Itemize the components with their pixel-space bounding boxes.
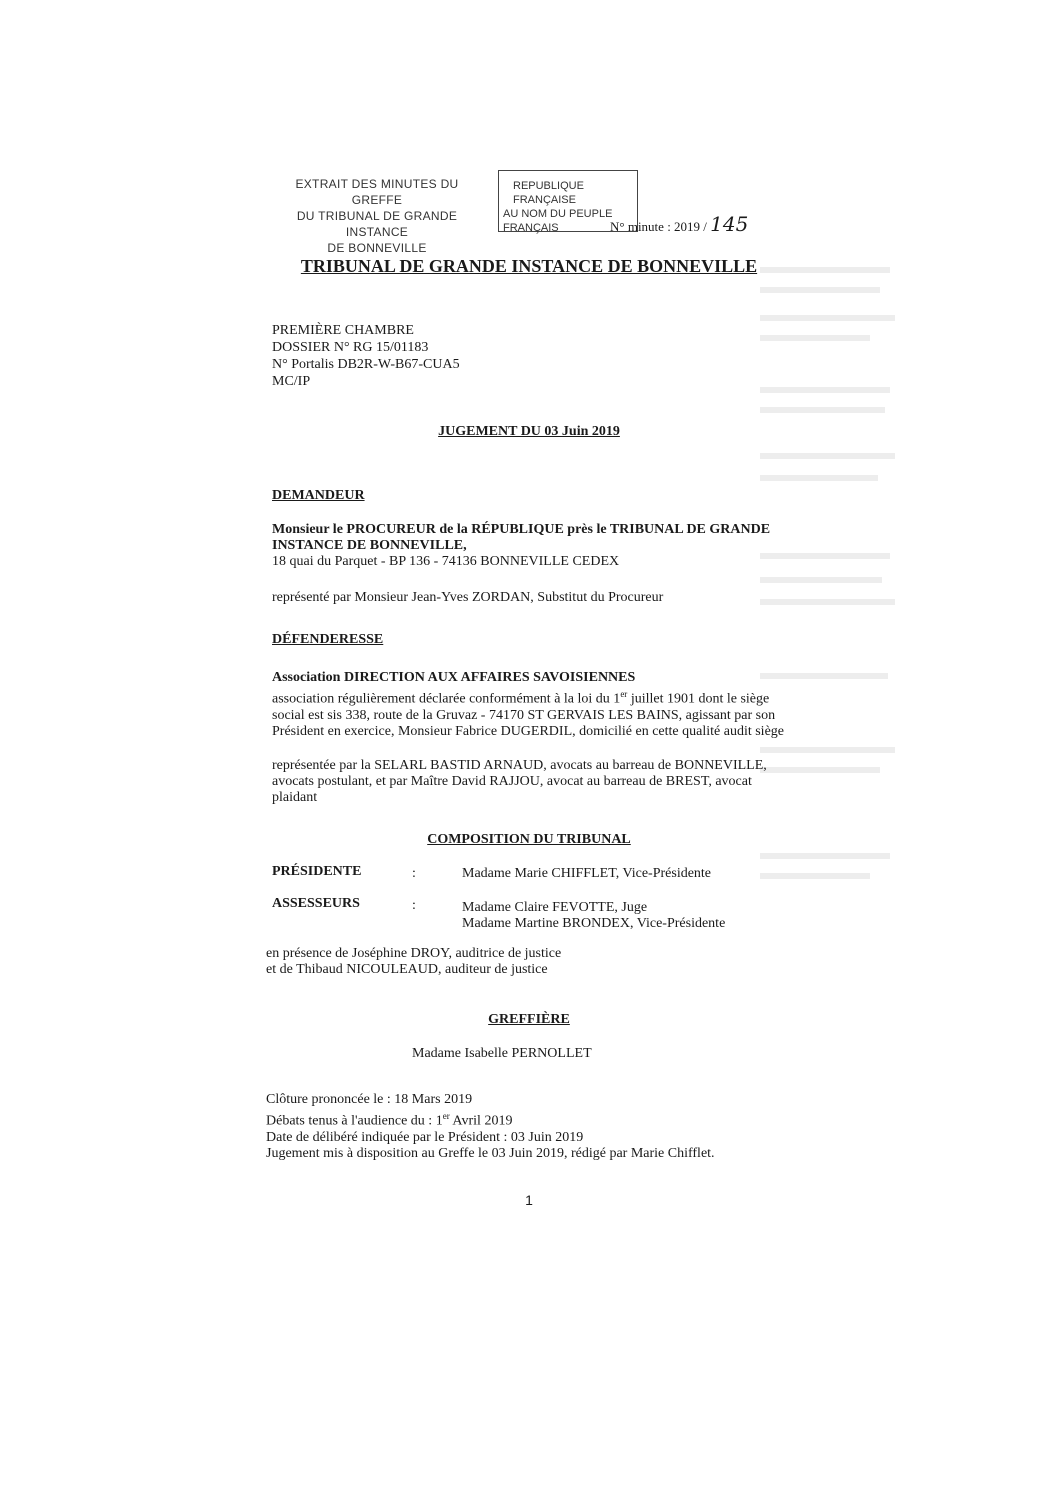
portalis-number: N° Portalis DB2R-W-B67-CUA5 (272, 357, 460, 372)
defenderesse-desc-1a: association régulièrement déclarée conformément à la loi du 1 (272, 691, 621, 707)
presence-line-1: en présence de Joséphine DROY, auditrice de justice (266, 946, 562, 961)
assesseur-1: Madame Claire FEVOTTE, Juge (462, 900, 648, 915)
defenderesse-rep-line-1: représentée par la SELARL BASTID ARNAUD, avocats au barreau de BONNEVILLE, (272, 758, 767, 773)
assesseurs-list (462, 900, 725, 932)
defenderesse-rep-line-3: plaidant (272, 790, 318, 805)
presence-block (266, 946, 561, 978)
mise-a-disposition: Jugement mis à disposition au Greffe le 03 Juin 2019, rédigé par Marie Chifflet. (266, 1145, 715, 1161)
defenderesse-rep-line-2: avocats postulant, et par Maître David RAJJOU, avocat au barreau de BREST, avocat (272, 774, 752, 789)
minute-label: N° minute : 2019 / (610, 219, 707, 234)
minute-handwritten-number: 145 (710, 212, 749, 236)
demandeur-heading: DEMANDEUR (272, 488, 365, 503)
page-title: TRIBUNAL DE GRANDE INSTANCE DE BONNEVILLE (300, 256, 758, 276)
dates-block (266, 1092, 826, 1162)
defenderesse-desc-line-1 (272, 686, 862, 708)
delibere-date: Date de délibéré indiquée par le Président : 03 Juin 2019 (266, 1129, 584, 1145)
presidente-label: PRÉSIDENTE (272, 864, 362, 879)
page-number: 1 (525, 1192, 533, 1208)
presence-line-2: et de Thibaud NICOULEAUD, auditeur de justice (266, 962, 548, 977)
initials: MC/IP (272, 374, 311, 389)
defenderesse-representation (272, 758, 862, 806)
demandeur-block (272, 522, 862, 570)
republic-stamp-line-1: REPUBLIQUE FRANÇAISE (513, 180, 584, 206)
judgement-title: JUGEMENT DU 03 Juin 2019 (438, 424, 620, 439)
greffe-stamp-line-1: EXTRAIT DES MINUTES DU GREFFE (295, 177, 459, 207)
minute-number (610, 212, 748, 236)
case-reference-block (272, 322, 460, 390)
cloture-date: Clôture prononcée le : 18 Mars 2019 (266, 1092, 473, 1107)
chamber-name: PREMIÈRE CHAMBRE (272, 323, 414, 338)
greffiere-heading: GREFFIÈRE (488, 1012, 570, 1027)
greffe-stamp-line-3: DE BONNEVILLE (327, 241, 427, 255)
greffiere-name: Madame Isabelle PERNOLLET (412, 1046, 592, 1061)
debats-b: Avril 2019 (449, 1113, 513, 1129)
presidente-value: Madame Marie CHIFFLET, Vice-Présidente (462, 866, 712, 881)
composition-heading: COMPOSITION DU TRIBUNAL (427, 832, 631, 847)
presidente-colon: : (412, 866, 416, 881)
defenderesse-desc-line-2: social est sis 338, route de la Gruvaz - 74170 ST GERVAIS LES BAINS, agissant par son (272, 707, 776, 723)
defenderesse-desc-line-3: Président en exercice, Monsieur Fabrice DUGERDIL, domicilié en cette qualité audit siège (272, 723, 784, 739)
debats-sup: er (442, 1111, 450, 1121)
defenderesse-block (272, 670, 862, 740)
demandeur-name-line-2: INSTANCE DE BONNEVILLE, (272, 538, 467, 553)
assesseurs-colon: : (412, 898, 416, 913)
debats-date (266, 1108, 826, 1130)
dossier-number: DOSSIER N° RG 15/01183 (272, 340, 429, 355)
defenderesse-heading: DÉFENDERESSE (272, 632, 384, 647)
greffe-stamp-line-2: DU TRIBUNAL DE GRANDE INSTANCE (296, 209, 458, 239)
greffe-extract-stamp (272, 176, 482, 256)
demandeur-representation: représenté par Monsieur Jean-Yves ZORDAN, Substitut du Procureur (272, 590, 664, 605)
debats-a: Débats tenus à l'audience du : 1 (266, 1113, 443, 1129)
demandeur-name-line-1: Monsieur le PROCUREUR de la RÉPUBLIQUE près le TRIBUNAL DE GRANDE (272, 522, 771, 537)
assesseur-2: Madame Martine BRONDEX, Vice-Présidente (462, 916, 726, 931)
defenderesse-desc-sup: er (620, 689, 628, 699)
republic-stamp-line-2: AU NOM DU PEUPLE FRANÇAIS (503, 208, 613, 234)
assesseurs-label: ASSESSEURS (272, 896, 360, 911)
defenderesse-desc-1b: juillet 1901 dont le siège (627, 691, 770, 707)
demandeur-address: 18 quai du Parquet - BP 136 - 74136 BONNEVILLE CEDEX (272, 554, 620, 569)
defenderesse-name: Association DIRECTION AUX AFFAIRES SAVOISIENNES (272, 670, 636, 685)
